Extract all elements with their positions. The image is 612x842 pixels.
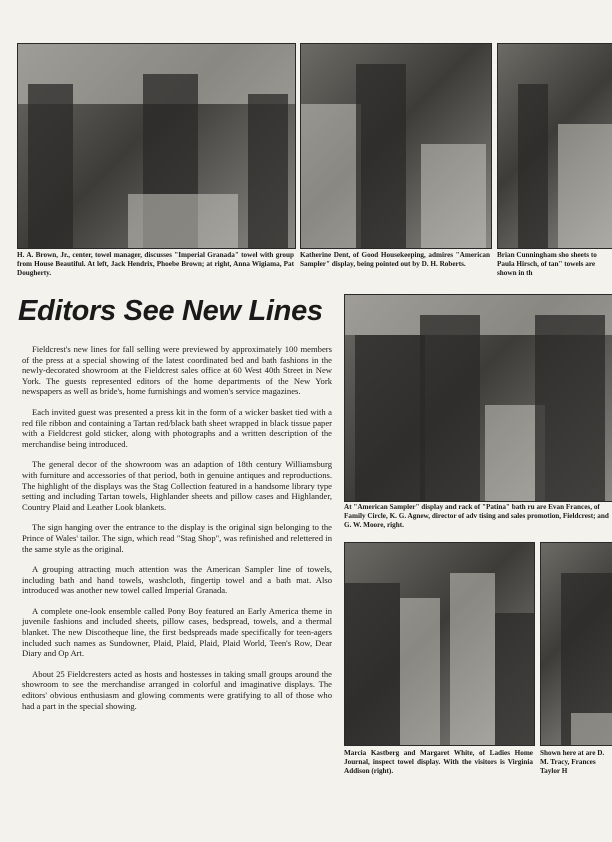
article-paragraph: The general decor of the showroom was an adaption of 18th century Williamsburg with furniture and accessories of that period, both in genuine antiques and reproductions. The highlight of the displays was the Stag Collection featured in a handsome library type setting and including Tartan towels, Highlander sheets and pillow cases and Highlander, Country Plaid and Leather Look blankets. <box>22 459 332 512</box>
article-paragraph: A complete one-look ensemble called Pony Boy featured an Early America theme in juvenile fashions and included sheets, pillow cases, bedspread, towels, and a thermal blanket. The new Discotheque line, the first bedspreads made specifically for teen-agers included such names as Sundowner, Plaid, Plaid, Plaid, Plaid World, Teen's Row, Dear Diary and Op Art. <box>22 605 332 659</box>
article-body <box>22 344 332 721</box>
article-paragraph: Fieldcrest's new lines for fall selling were previewed by approximately 100 members of the press at a special showing of the latest coordinated bed and bath fashions in the newly-decorated showroom at the Fieldcrest sales office at 60 West 40th Street in New York. The guests represented editors of the home departments of the New York newspapers as well as bride's, home furnishings and women's service magazines. <box>22 344 332 397</box>
caption-top-left: H. A. Brown, Jr., center, towel manager, discusses "Imperial Granada" towel with group from House Beautiful. At left, Jack Hendrix, Phoebe Brown; at right, Anna Wigiama, Pat Dougherty. <box>17 251 294 277</box>
photo-middle-right <box>344 294 612 502</box>
article-paragraph: A grouping attracting much attention was the American Sampler line of towels, including bath and hand towels, washcloth, fingertip towel and a bath mat. Also introduced was another new towel called Imperial Granada. <box>22 564 332 596</box>
article-paragraph: About 25 Fieldcresters acted as hosts and hostesses in taking small groups around the showroom to see the merchandise arranged in colorful and imaginative displays. The editors' obvious enthusiasm and glowing comments were gratifying to all of those who had a part in the special showing. <box>22 668 332 711</box>
caption-middle-right: At "American Sampler" display and rack of "Patina" bath ru are Evan Frances, of Family Circle, K. G. Agnew, director of adv tising and sales promotion, Fieldcrest; and G. W. Moore, right. <box>344 503 609 529</box>
photo-top-left <box>17 43 296 249</box>
caption-bottom-right: Shown here at are D. M. Tracy, Frances Taylor H <box>540 749 605 775</box>
caption-top-middle: Katherine Dent, of Good Housekeeping, admires "American Sampler" display, being pointed out by D. H. Roberts. <box>300 251 490 268</box>
article-headline: Editors See New Lines <box>18 295 323 327</box>
article-paragraph: The sign hanging over the entrance to the display is the original sign belonging to the Prince of Wales' tailor. The sign, which read "Stag Shop", was refinished and relettered in the same style as the original. <box>22 522 332 554</box>
photo-top-middle <box>300 43 492 249</box>
photo-bottom-right <box>540 542 612 746</box>
photo-bottom-left <box>344 542 535 746</box>
caption-top-right: Brian Cunningham sho sheets to Paula Hirsch, of tan" towels are shown in th <box>497 251 597 277</box>
photo-top-right <box>497 43 612 249</box>
caption-bottom-left: Marcia Kastberg and Margaret White, of Ladies Home Journal, inspect towel display. With the visitors is Virginia Addison (right). <box>344 749 533 775</box>
article-paragraph: Each invited guest was presented a press kit in the form of a wicker basket tied with a red file ribbon and containing a Tartan red/black bath sheet wrapped in black tissue paper with a Fieldcrest gold sticker, along with photographs and a written description of the merchandise being introduced. <box>22 406 332 449</box>
